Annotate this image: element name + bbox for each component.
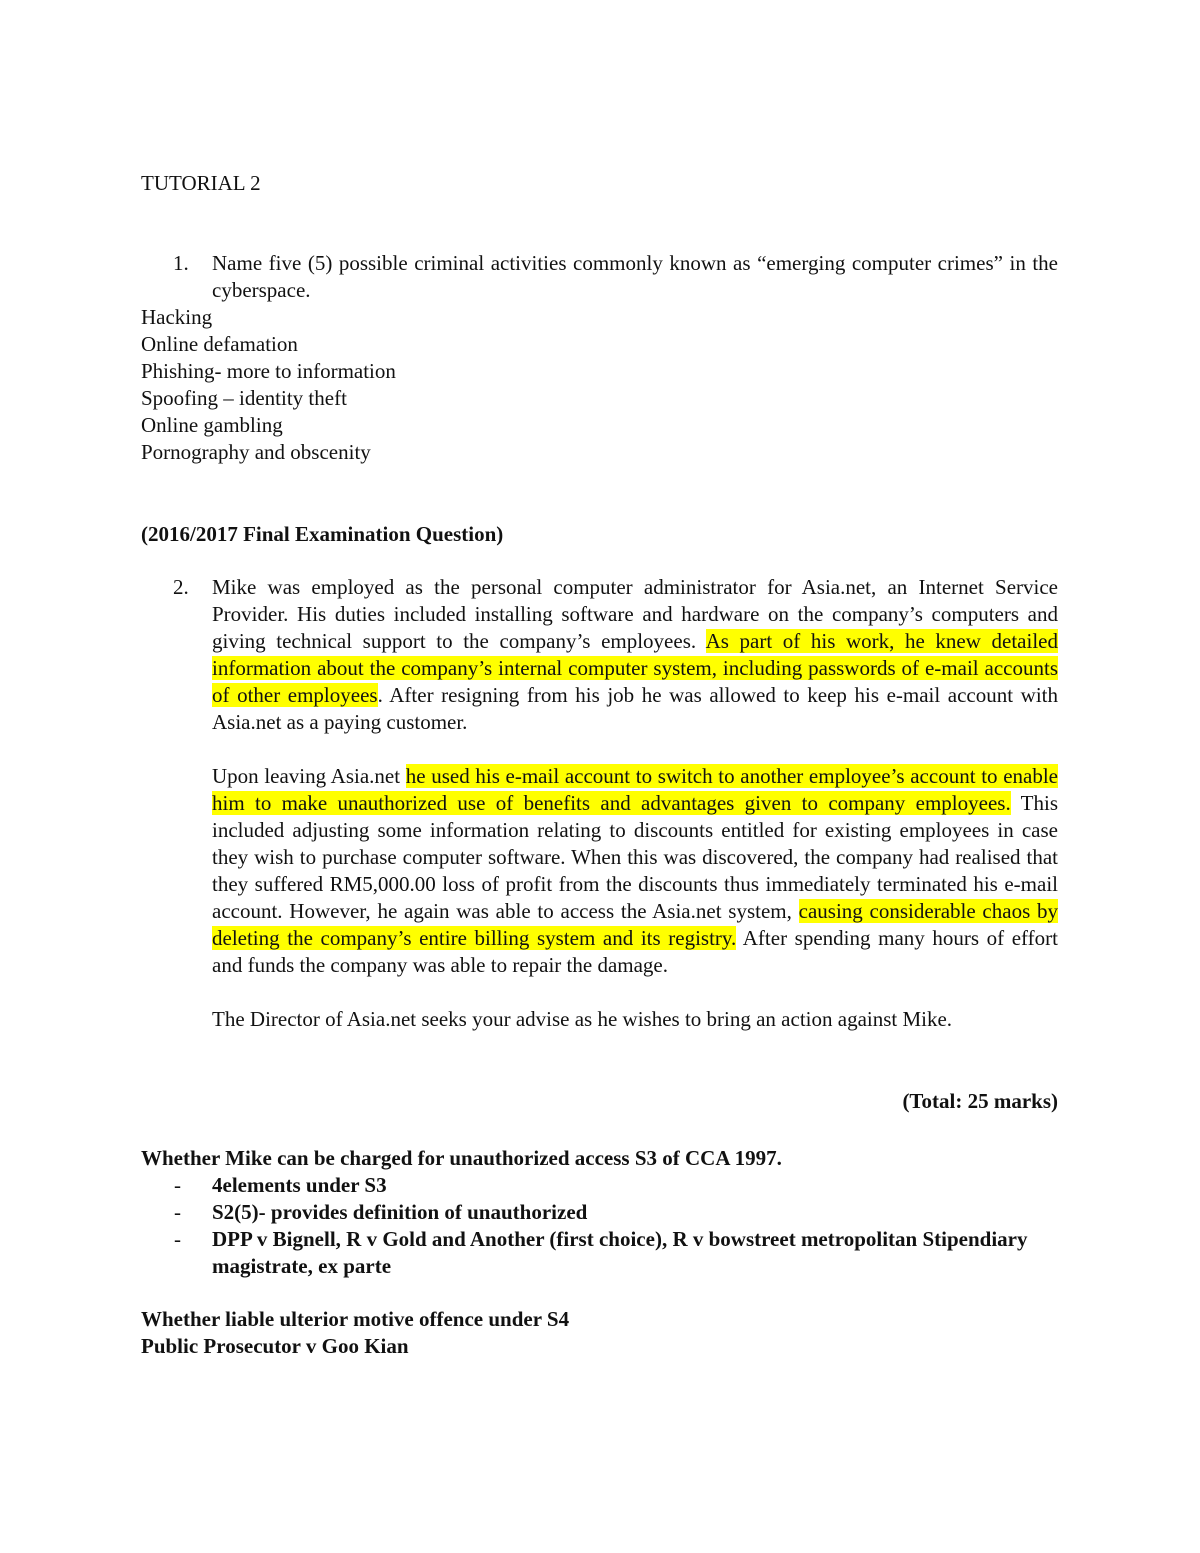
- question-2-number: 2.: [173, 575, 189, 599]
- issue-1-points: [141, 1172, 1041, 1280]
- paragraph-text: This included adjusting some information relating to discounts entitled for existing employees in case they wish to purchase computer software. When this was discovered, the company had realised that they suffered RM5,000.00 loss of profit from the discounts thus immediately terminated his e-mail account. However, he again was able to access the Asia.net system,: [212, 791, 1058, 923]
- list-item-text: DPP v Bignell, R v Gold and Another (first choice), R v bowstreet metropolitan Stipendiary magistrate, ex parte: [212, 1227, 1028, 1278]
- case-citation: Public Prosecutor v Goo Kian: [141, 1334, 409, 1358]
- document-title: TUTORIAL 2: [141, 171, 261, 195]
- answer-item: Online defamation: [141, 332, 298, 356]
- question-2-paragraph-1: [212, 574, 1058, 736]
- question-1-number: 1.: [173, 251, 189, 275]
- question-2-paragraph-3: The Director of Asia.net seeks your advise as he wishes to bring an action against Mike.: [212, 1007, 953, 1031]
- paragraph-text: . After resigning from his job he was allowed to keep his e-mail account with Asia.net as a paying customer.: [212, 683, 1058, 734]
- exam-question-heading: (2016/2017 Final Examination Question): [141, 522, 504, 546]
- issue-2-heading: Whether liable ulterior motive offence under S4: [141, 1307, 570, 1331]
- list-item-text: S2(5)- provides definition of unauthorized: [212, 1200, 588, 1224]
- issue-1-heading: Whether Mike can be charged for unauthorized access S3 of CCA 1997.: [141, 1146, 782, 1170]
- dash-bullet: -: [174, 1200, 181, 1224]
- question-1-answers: [141, 304, 396, 466]
- list-item-text: 4elements under S3: [212, 1173, 387, 1197]
- paragraph-text: After spending many hours of effort and funds the company was able to repair the damage.: [212, 926, 1058, 977]
- list-item: [141, 1172, 1041, 1199]
- list-item: [141, 1199, 1041, 1226]
- answer-item: Phishing- more to information: [141, 359, 396, 383]
- issue-2: [141, 1306, 569, 1360]
- highlighted-text: As part of his work, he knew detailed information about the company’s internal computer system, including passwords of e-mail accounts of other employees: [212, 629, 1058, 707]
- question-2-body: [212, 574, 1058, 1033]
- answer-item: Hacking: [141, 305, 213, 329]
- highlighted-text: he used his e-mail account to switch to another employee’s account to enable him to make unauthorized use of benefits and advantages given to company employees.: [212, 764, 1058, 815]
- answer-item: Pornography and obscenity: [141, 440, 371, 464]
- dash-bullet: -: [174, 1173, 181, 1197]
- dash-bullet: -: [174, 1227, 181, 1251]
- paragraph-text: Upon leaving Asia.net: [212, 764, 406, 788]
- answer-item: Online gambling: [141, 413, 283, 437]
- list-item: [141, 1226, 1041, 1280]
- total-marks: (Total: 25 marks): [902, 1089, 1058, 1113]
- highlighted-text: causing considerable chaos by deleting the company’s entire billing system and its registry.: [212, 899, 1058, 950]
- paragraph-text: Mike was employed as the personal computer administrator for Asia.net, an Internet Service Provider. His duties included installing software and hardware on the company’s computers and giving technical support to the company’s employees.: [212, 575, 1058, 653]
- answer-item: Spoofing – identity theft: [141, 386, 347, 410]
- question-1-text: Name five (5) possible criminal activities commonly known as “emerging computer crimes” in the cyberspace.: [212, 251, 1058, 302]
- question-2-paragraph-2: [212, 763, 1058, 979]
